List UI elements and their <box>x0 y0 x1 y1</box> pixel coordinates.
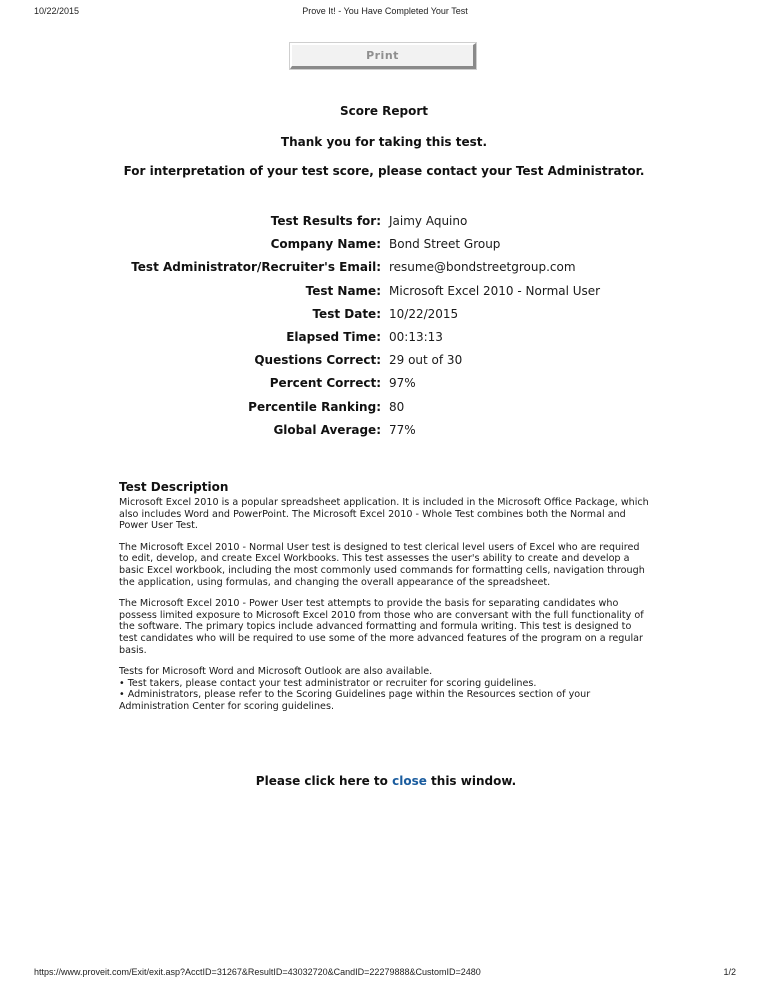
close-prompt-after: this window. <box>426 774 517 788</box>
result-row-elapsed-time <box>0 330 768 353</box>
result-label: Percent Correct: <box>269 376 381 391</box>
thank-you-message: Thank you for taking this test. <box>280 135 488 149</box>
page-title: Score Report <box>339 104 429 118</box>
print-footer <box>34 967 736 981</box>
close-prompt-before: Please click here to <box>255 774 393 788</box>
header-date: 10/22/2015 <box>34 6 80 16</box>
result-label: Test Results for: <box>270 214 381 228</box>
result-row-admin-email <box>0 260 768 283</box>
result-value: 29 out of 30 <box>389 353 463 368</box>
result-value: 00:13:13 <box>389 329 443 344</box>
result-value: 80 <box>389 399 405 414</box>
result-row-test-date <box>0 307 768 330</box>
test-description <box>119 480 649 713</box>
result-value: 77% <box>389 422 416 437</box>
description-bullet: • Test takers, please contact your test administrator or recruiter for scoring guidelines. <box>119 677 537 689</box>
result-row-test-name <box>0 284 768 307</box>
footer-page-number: 1/2 <box>723 967 736 977</box>
result-value: 97% <box>389 376 416 391</box>
result-row-questions-correct <box>0 353 768 376</box>
result-row-test-results-for <box>0 214 768 237</box>
result-value: resume@bondstreetgroup.com <box>389 260 576 275</box>
result-label: Global Average: <box>273 422 381 437</box>
result-label: Test Administrator/Recruiter's Email: <box>131 260 381 275</box>
result-value: 10/22/2015 <box>389 306 459 321</box>
description-bullet: • Administrators, please refer to the Scoring Guidelines page within the Resources section of your Administration Center for scoring guidelines. <box>119 689 591 712</box>
description-paragraph: The Microsoft Excel 2010 - Power User test attempts to provide the basis for separating candidates who possess limited exposure to Microsoft Excel 2010 from those who are conversant with the full functionality of the software. The primary topics include advanced formatting and formula writing. This test is designed to test candidates who will be required to use some of the more advanced features of the program on a regular basis. <box>119 598 644 656</box>
description-paragraph: Tests for Microsoft Word and Microsoft Outlook are also available. <box>119 666 433 678</box>
result-row-percentile-ranking <box>0 400 768 423</box>
result-row-company-name <box>0 237 768 260</box>
interpretation-message: For interpretation of your test score, please contact your Test Administrator. <box>123 164 645 178</box>
print-header <box>34 6 736 20</box>
result-label: Company Name: <box>270 237 381 252</box>
result-label: Elapsed Time: <box>286 329 381 344</box>
close-window-prompt <box>0 774 768 788</box>
footer-url: https://www.proveit.com/Exit/exit.asp?AcctID=31267&ResultID=43032720&CandID=22279888&CustomID=2480 <box>34 967 481 977</box>
result-row-global-average <box>0 423 768 446</box>
result-value: Microsoft Excel 2010 - Normal User <box>389 283 601 298</box>
close-window-link[interactable]: close <box>392 774 427 788</box>
result-row-percent-correct <box>0 376 768 399</box>
description-paragraph: Microsoft Excel 2010 is a popular spreadsheet application. It is included in the Microsoft Office Package, which also includes Word and PowerPoint. The Microsoft Excel 2010 - Whole Test combines both the Normal and Power User Test. <box>119 497 649 532</box>
print-button[interactable]: Print <box>290 43 476 69</box>
description-heading: Test Description <box>119 480 229 494</box>
result-label: Test Date: <box>312 306 381 321</box>
result-value: Bond Street Group <box>389 237 501 252</box>
result-label: Test Name: <box>305 283 381 298</box>
description-paragraph: The Microsoft Excel 2010 - Normal User test is designed to test clerical level users of Excel who are required to edit, develop, and create Excel Workbooks. This test assesses the user's ability to create and develop a basic Excel workbook, including the most commonly used commands for formatting cells, navigation through the application, using formulas, and changing the overall appearance of the spreadsheet. <box>119 541 645 588</box>
result-label: Questions Correct: <box>254 353 381 368</box>
result-value: Jaimy Aquino <box>389 214 468 228</box>
header-title: Prove It! - You Have Completed Your Test <box>302 6 468 16</box>
result-label: Percentile Ranking: <box>248 399 381 414</box>
results-table <box>0 214 768 446</box>
